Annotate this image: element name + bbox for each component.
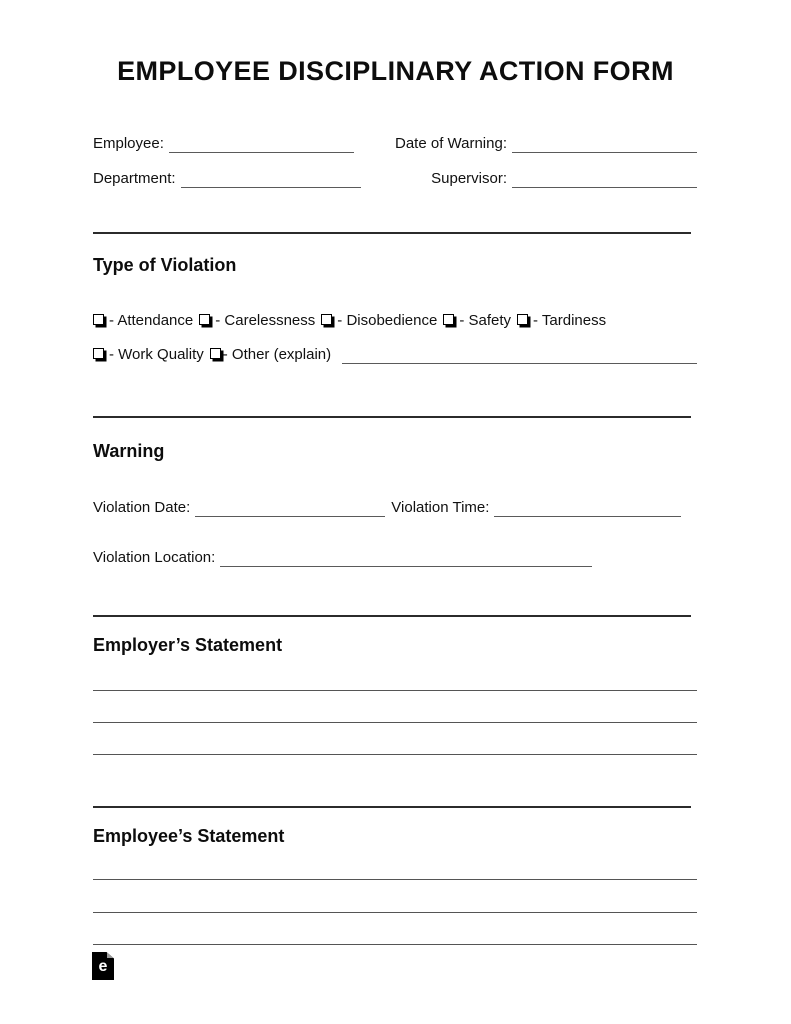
employer-statement-line-2[interactable] — [93, 722, 697, 723]
violation-time-field — [391, 499, 681, 517]
checkbox-item-disobedience — [321, 312, 437, 330]
disobedience-label: - Disobedience — [337, 312, 438, 329]
tardiness-checkbox-icon[interactable] — [517, 314, 528, 325]
department-input-line[interactable] — [181, 171, 361, 188]
violation-date-time-row — [93, 499, 697, 517]
warning-heading: Warning — [93, 441, 165, 461]
section-divider — [93, 615, 691, 617]
violation-location-input-line[interactable] — [220, 550, 592, 567]
violation-location-row — [93, 549, 697, 567]
work-quality-label: - Work Quality — [109, 346, 204, 363]
employee-statement-line-3[interactable] — [93, 944, 697, 945]
supervisor-label: Supervisor: — [431, 170, 507, 187]
date-of-warning-label: Date of Warning: — [395, 135, 507, 152]
violation-location-label: Violation Location: — [93, 549, 216, 566]
violation-time-label: Violation Time: — [391, 499, 490, 516]
employee-statement-line-1[interactable] — [93, 879, 697, 880]
date-of-warning-field — [395, 135, 697, 153]
section-divider — [93, 232, 691, 234]
employee-label: Employee: — [93, 135, 164, 152]
tardiness-label: - Tardiness — [533, 312, 607, 329]
other-checkbox-icon[interactable] — [210, 348, 221, 359]
type-of-violation-heading: Type of Violation — [93, 255, 237, 275]
section-divider — [93, 806, 691, 808]
department-label: Department: — [93, 170, 176, 187]
violation-checkbox-row-1 — [93, 312, 697, 330]
section-divider — [93, 416, 691, 418]
supervisor-field — [431, 170, 697, 188]
checkbox-item-safety — [443, 312, 511, 330]
carelessness-checkbox-icon[interactable] — [199, 314, 210, 325]
employer-statement-line-1[interactable] — [93, 690, 697, 691]
other-explain-input-line[interactable] — [342, 347, 697, 364]
disobedience-checkbox-icon[interactable] — [321, 314, 332, 325]
logo-letter: e — [98, 958, 108, 975]
violation-date-field — [93, 499, 385, 517]
employee-field — [93, 135, 354, 153]
checkbox-item-tardiness — [517, 312, 606, 330]
attendance-label: - Attendance — [109, 312, 194, 329]
violation-time-input-line[interactable] — [494, 500, 681, 517]
safety-label: - Safety — [459, 312, 512, 329]
other-label: - Other (explain) — [222, 346, 332, 363]
violation-date-label: Violation Date: — [93, 499, 191, 516]
checkbox-item-attendance — [93, 312, 193, 330]
form-title: EMPLOYEE DISCIPLINARY ACTION FORM — [117, 56, 674, 86]
checkbox-item-other — [210, 346, 331, 364]
employee-input-line[interactable] — [169, 136, 354, 153]
violation-location-field — [93, 549, 592, 567]
employee-statement-heading: Employee’s Statement — [93, 826, 285, 846]
safety-checkbox-icon[interactable] — [443, 314, 454, 325]
department-field — [93, 170, 361, 188]
header-fields-row-2 — [93, 170, 697, 188]
employer-statement-line-3[interactable] — [93, 754, 697, 755]
carelessness-label: - Carelessness — [215, 312, 316, 329]
checkbox-item-work-quality — [93, 346, 204, 364]
violation-checkbox-row-2 — [93, 346, 697, 364]
work-quality-checkbox-icon[interactable] — [93, 348, 104, 359]
employee-statement-line-2[interactable] — [93, 912, 697, 913]
violation-date-input-line[interactable] — [195, 500, 385, 517]
checkbox-item-carelessness — [199, 312, 315, 330]
eforms-document-logo — [92, 952, 114, 980]
date-of-warning-input-line[interactable] — [512, 136, 697, 153]
supervisor-input-line[interactable] — [512, 171, 697, 188]
employer-statement-heading: Employer’s Statement — [93, 635, 283, 655]
attendance-checkbox-icon[interactable] — [93, 314, 104, 325]
header-fields-row-1 — [93, 135, 697, 153]
